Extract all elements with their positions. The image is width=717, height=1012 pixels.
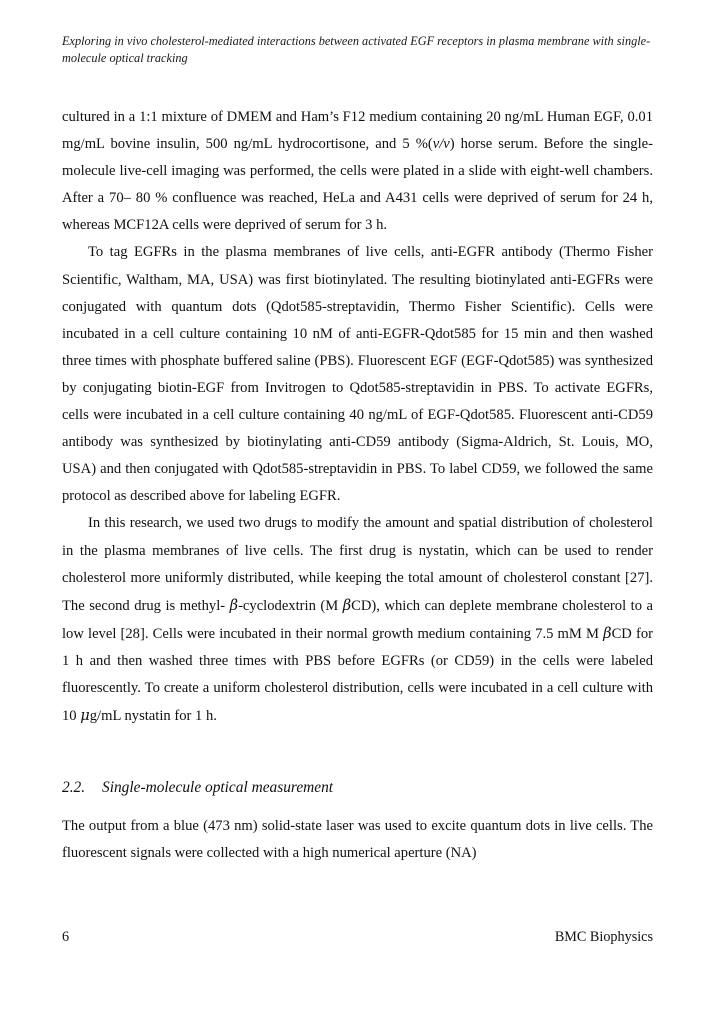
- paragraph-optical-measurement: The output from a blue (473 nm) solid-state laser was used to excite quantum dots in live cells. The fluorescent signals were collected with a high numerical aperture (NA): [62, 818, 653, 862]
- running-head-line-2: membrane with single-molecule optical tracking: [62, 34, 651, 66]
- journal-name: BMC Biophysics: [554, 929, 653, 945]
- greek-mu-icon: μ: [80, 707, 90, 725]
- paragraph-3-part-4: CD for 1 h and then washed three times with PBS before EGFRs (or CD59) in the cells were labeled fluorescently. To create a uniform cholesterol distribution, cells were incubated in a cell culture with 10: [62, 625, 653, 725]
- paragraph-cholesterol-drugs: [62, 510, 653, 730]
- paragraph-3-part-3: CD), which can deplete membrane cholesterol to a low level [28]. Cells were incubated in their normal growth medium containing 7.5 mM M: [62, 597, 653, 642]
- greek-beta-icon: β: [342, 596, 352, 614]
- paragraph-continued: [62, 104, 653, 239]
- paragraph-egfr-labeling: To tag EGFRs in the plasma membranes of live cells, anti-EGFR antibody (Thermo Fisher Scientific, Waltham, MA, USA) was first biotinylated. The resulting biotinylated anti-EGFRs were conjugated with quantum dots (Qdot585-streptavidin, Thermo Fisher Scientific). Cells were incubated in a cell culture containing 10 nM of anti-EGFR-Qdot585 for 15 min and then washed three times with phosphate buffered saline (PBS). Fluorescent EGF (EGF-Qdot585) was synthesized by conjugating biotin-EGF from Invitrogen to Qdot585-streptavidin in PBS. To activate EGFRs, cells were incubated in a cell culture containing 40 ng/mL of EGF-Qdot585. Fluorescent anti-CD59 antibody was synthesized by biotinylating anti-CD59 antibody (Sigma-Aldrich, St. Louis, MO, USA) and then conjugated with Qdot585-streptavidin in PBS. To label CD59, we followed the same protocol as described above for labeling EGFR.: [62, 244, 653, 505]
- italic-v-over-v: v/v: [432, 136, 450, 153]
- running-head-line-1: Exploring in vivo cholesterol-mediated interactions between activated EGF receptors in plasma: [62, 34, 535, 48]
- text-column: [62, 104, 653, 867]
- section-heading-space-above: [62, 730, 653, 774]
- paragraph-1-pre-text: cultured in a 1:1 mixture of DMEM and Ham’s F12 medium containing 20 ng/mL Human EGF, 0.01 mg/mL bovine insulin, 500 ng/mL hydrocortisone, and 5 %(: [62, 109, 653, 153]
- section-title: Single-molecule optical measurement: [102, 779, 334, 797]
- section-heading-space-below: [62, 801, 653, 813]
- page-number: 6: [62, 929, 70, 945]
- page-footer: [62, 927, 653, 947]
- running-head: [62, 33, 657, 67]
- paragraph-3-part-5: g/mL nystatin for 1 h.: [89, 708, 217, 725]
- section-heading: [62, 774, 653, 801]
- section-number: 2.2.: [62, 779, 86, 797]
- greek-beta-icon: β: [603, 624, 612, 642]
- paragraph-3-part-2: -cyclodextrin (M: [238, 597, 343, 614]
- greek-beta-icon: β: [229, 596, 239, 614]
- paragraph-3-part-1: In this research, we used two drugs to modify the amount and spatial distribution of cholesterol in the plasma membranes of live cells. The first drug is nystatin, which can be used to render cholesterol more uniformly distributed, while keeping the total amount of cholesterol constant [27]. The second drug is methyl-: [62, 515, 653, 614]
- paragraph-1-post-text: ) horse serum. Before the single-molecule live-cell imaging was performed, the cells were plated in a slide with eight-well chambers. After a 70– 80 % confluence was reached, HeLa and A431 cells were deprived of serum for 24 h, whereas MCF12A cells were deprived of serum for 3 h.: [62, 136, 653, 234]
